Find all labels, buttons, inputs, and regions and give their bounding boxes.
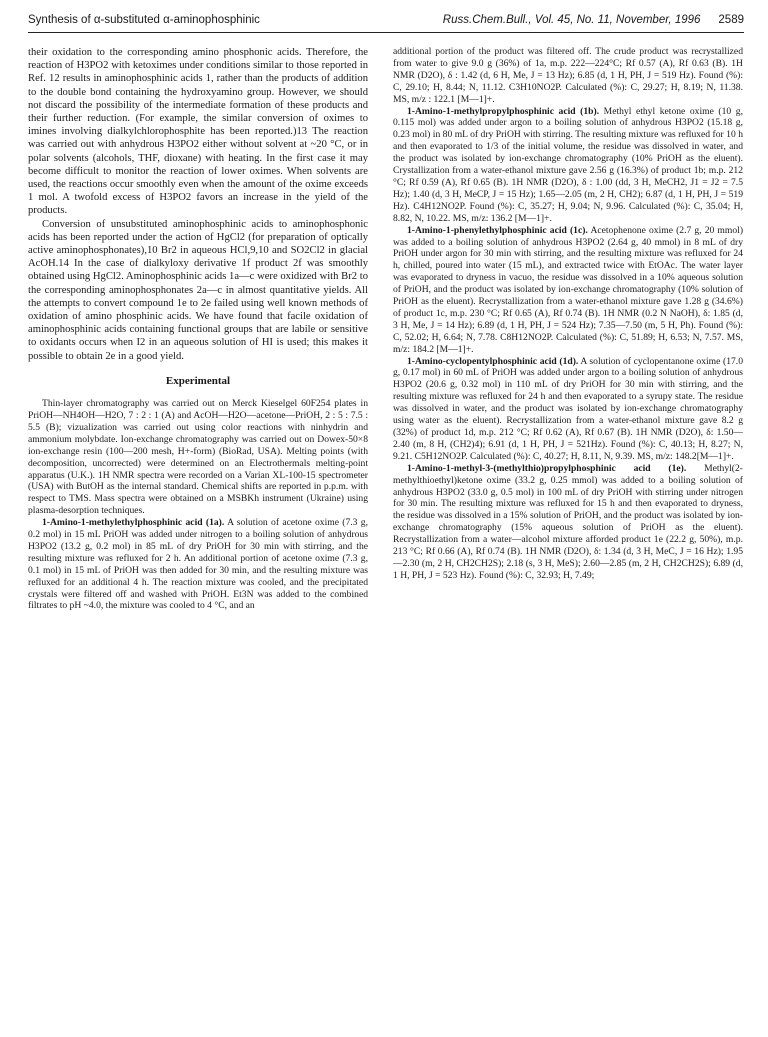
compound-1a-paragraph [28, 517, 368, 612]
paragraph-methods: Thin-layer chromatography was carried out on Merck Kieselgel 60F254 plates in PriOH—NH4OH—H2O, 7 : 2 : 1 (A) and AcOH—H2O—acetone—PriOH, 2 : 5 : 7.5 : 5.5 (B); vizualization was carried out using color reactions with ninhydrin and ammonium molybdate. Ion-exchange chromatography was carried out on Dowex-50×8 ion-exchange resin (100—200 mesh, H+-form) (BioRad, USA). Melting points (with decomposition, uncorrected) were determined on an Electrothermals melting-point apparatus (U.K.). 1H NMR spectra were recorded on a Varian XL-100-15 spectrometer (USA) with ButOH as the internal standard. Chemical shifts are reported in p.p.m. with respect to TMS. Mass spectra were obtained on a MSBKh instrument (Ukraine) using plasma-desorption techniques. [28, 398, 368, 517]
journal-citation: Russ.Chem.Bull., Vol. 45, No. 11, November, 1996 [442, 14, 701, 26]
compound-1a-title: 1-Amino-1-methylethylphosphinic acid (1a). [42, 517, 225, 529]
compound-1d-paragraph [393, 356, 743, 463]
compound-1a-text: A solution of acetone oxime (7.3 g, 0.2 mol) in 15 mL PriOH was added under nitrogen to a boiling solution of anhydrous H3PO2 (13.2 g, 0.2 mol) in 85 mL of dry PriOH for 30 min with stirring, and the resulting mixture was refluxed for 2 h. An additional portion of acetone oxime (7.3 g, 0.1 mol) in 15 mL of PriOH was then added for 30 min, and the resulting mixture was refluxed for an additional 4 h. The reaction mixture was cooled, and the precipitated crystals were filtered off and washed with PriOH. Et3N was added to the combined filtrates to pH ~4.0, the mixture was cooled to 4 °C, and an [28, 517, 368, 612]
paragraph-discussion-2: Conversion of unsubstituted aminophosphinic acids to aminophosphonic acids has been reported under the action of HgCl2 (for preparation of optically active aminophosphonates),10 Br2 in aqueous HCl,9,10 and SO2Cl2 in glacial AcOH.14 In the case of dialkyloxy derivative 1f product 2f was smoothly obtained using HgCl2. Aminophosphinic acids 1a—c were oxidized with Br2 to the corresponding aminophosphonates 2a—c in almost quantitative yields. All the attempts to convert compound 1e to 2e failed using well known methods of oxidation of amino phosphinic acids. We have found that facile oxidation of aminophosphinic acids containing functional groups that are labile or sensitive to oxidants occurs when I2 in an aqueous solution of HI is used; this makes it possible to obtain 2e in a good yield. [28, 218, 368, 362]
running-header [28, 14, 744, 33]
right-column [393, 46, 743, 582]
running-title: Synthesis of α-substituted α-aminophosphinic [28, 14, 260, 26]
paragraph-discussion-1: their oxidation to the corresponding amino phosphonic acids. Therefore, the reaction of H3PO2 with ketoximes under conditions similar to those reported in Ref. 12 results in aminophosphinic acids 1, rather than the products of addition to the double bond containing the hydroxyamino group. However, we should not discard the possibility of the intermediate formation of these products and their further reduction. (For example, the similar conversion of oximes to imines involving dialkylchlorophosphite has been reported.)13 The reaction was carried out with anhydrous H3PO2 either without solvent at ~20 °C, or in polar solvents (alcohols, THF, dioxane) with heating. In the first case it may become difficult to monitor the reaction of lower oximes. When solvents are used, the reactions occur smoothly even when the amount of the oxime exceeds 1 mol. A twofold excess of H3PO2 favors an increase in the yield of the products. [28, 47, 368, 217]
compound-1b-text: Methyl ethyl ketone oxime (10 g, 0.115 mol) was added under argon to a boiling solution of anhydrous H3PO2 (15.18 g, 0.23 mol) in 80 mL of dry PriOH with stirring. The resulting mixture was refluxed for 10 h and then evaporated to 1/3 of the initial volume, the residue was dissolved in water, and the product was isolated by ion-exchange chromatography (10% PriOH as the eluent). Crystallization from a water-ethanol mixture gave 2.56 g (16.3%) of product 1b; m.p. 212 °C; Rf 0.59 (A), Rf 0.65 (B). 1H NMR (D2O), δ : 1.00 (dd, 3 H, MeCH2, J1 = J2 = 7.5 Hz); 1.40 (d, 3 H, MeCP, J = 15 Hz); 1.65—2.05 (m, 2 H, CH2); 6.87 (d, 1 H, PH, J = 519 Hz). C4H12NO2P. Found (%): C, 35.27; H, 9.04; N, 9.96. Calculated (%): C, 35.04; H, 8.82, N, 10.22. MS, m/z: 136.2 [M—1]+. [393, 105, 743, 224]
compound-1a-continued: additional portion of the product was filtered off. The crude product was recrystallized from water to give 9.0 g (36%) of 1a, m.p. 222—224°C; Rf 0.57 (A), Rf 0.63 (B). 1H NMR (D2O), δ : 1.42 (d, 6 H, Me, J = 13 Hz); 6.85 (d, 1 H, PH, J = 519 Hz). Found (%): C, 29.10; H, 8.44; N, 11.12. C3H10NO2P. Calculated (%): C, 29.27; H, 8.19; N, 11.38. MS, m/z : 122.1 [M—1]+. [393, 46, 743, 105]
compound-1c-paragraph [393, 225, 743, 356]
compound-1e-paragraph [393, 463, 743, 582]
compound-1d-text: A solution of cyclopentanone oxime (17.0 g, 0.17 mol) in 60 mL of PriOH was added under argon to a boiling solution of anhydrous H3PO2 (20.6 g, 0.32 mol) in 110 mL of dry PriOH for 30 min with stirring, and the resulting mixture was refluxed for 24 h and then evaporated to a syrupy state. The residue was dissolved in water, and the product was isolated by ion-exchange chromatography using water as the eluent). Recrystallization from a water-ethanol mixture gave 8.2 g (32%) of product 1d, m.p. 212 °C; Rf 0.62 (A), Rf 0.67 (B). 1H NMR (D2O), δ: 1.50—2.40 (m, 8 H, (CH2)4); 6.91 (d, 1 H, PH, J = 521Hz). Found (%): C, 40.13; H, 8.27; N, 9.21. C5H12NO2P. Calculated (%): C, 40.27; H, 8.11, N, 9.39. MS, m/z: 148.2[M—1]+. [393, 355, 744, 462]
compound-1b-paragraph [393, 106, 743, 225]
compound-1b-title: 1-Amino-1-methylpropylphosphinic acid (1b). [407, 105, 600, 117]
page-number: 2589 [718, 14, 744, 26]
compound-1c-title: 1-Amino-1-phenylethylphosphinic acid (1c). [407, 224, 588, 236]
journal-reference [443, 14, 744, 26]
section-title-experimental: Experimental [165, 374, 231, 387]
compound-1c-text: Acetophenone oxime (2.7 g, 20 mmol) was added to a boiling solution of anhydrous H3PO2 (2.64 g, 40 mmol) in 8 mL of dry PriOH under argon for 30 min with stirring, and the resulting mixture was refluxed for 24 h, chilled, poured into water (15 mL), and extracted twice with EtOAc. The water layer was evaporated to dryness in vacuo, the residue was dissolved in a 10% aqueous solution of PriOH, and the product was isolated by ion-exchange chromatography (10% solution of PriOH as the eluent). Recrystallization from a water-ethanol mixture gave 1.28 g (34.6%) of product 1c, m.p. 230 °C; Rf 0.65 (A), Rf 0.74 (B). 1H NMR (0.2 N NaOH), δ: 1.85 (d, 3 H, Me, J = 14 Hz); 6.89 (d, 1 H, PH, J = 524 Hz); 7.35—7.50 (m, 5 H, Ph). Found (%): C, 52.02; H, 6.64; N, 7.78. C8H12NO2P. Calculated (%): C, 51.89; H, 6.53; N, 7.57. MS, m/z: 184.2 [M—1]+. [393, 224, 744, 355]
compound-1e-title: 1-Amino-1-methyl-3-(methylthio)propylphosphinic acid (1e). [407, 462, 687, 474]
compound-1d-title: 1-Amino-cyclopentylphosphinic acid (1d). [407, 355, 579, 367]
left-column [28, 46, 368, 612]
compound-1e-text: Methyl(2-methylthioethyl)ketone oxime (33.2 g, 0.25 mmol) was added to a boiling solution of anhydrous H3PO2 (33.0 g, 0.5 mol) in 100 mL of dry PriOH with stirring under nitrogen for 30 min. The resulting mixture was refluxed for 15 h and then evaporated to dryness, the residue was dissolved in a 15% solution of PriOH, and the product was isolated by ion-exchange chromatography (15% aqueous solution of PriOH as the eluent). Recrystallization from a water—alcohol mixture afforded product 1e (22.2 g, 50%), m.p. 213 °C; Rf 0.66 (A), Rf 0.74 (B). 1H NMR (D2O), δ: 1.34 (d, 3 H, MeC, J = 16 Hz); 1.95—2.30 (m, 2 H, CH2CH2S); 2.18 (s, 3 H, MeS); 2.60—2.85 (m, 2 H, CH2CH2S); 6.89 (d, 1 H, PH, J = 523 Hz). Found (%): C, 32.93; H, 7.49; [393, 462, 743, 581]
